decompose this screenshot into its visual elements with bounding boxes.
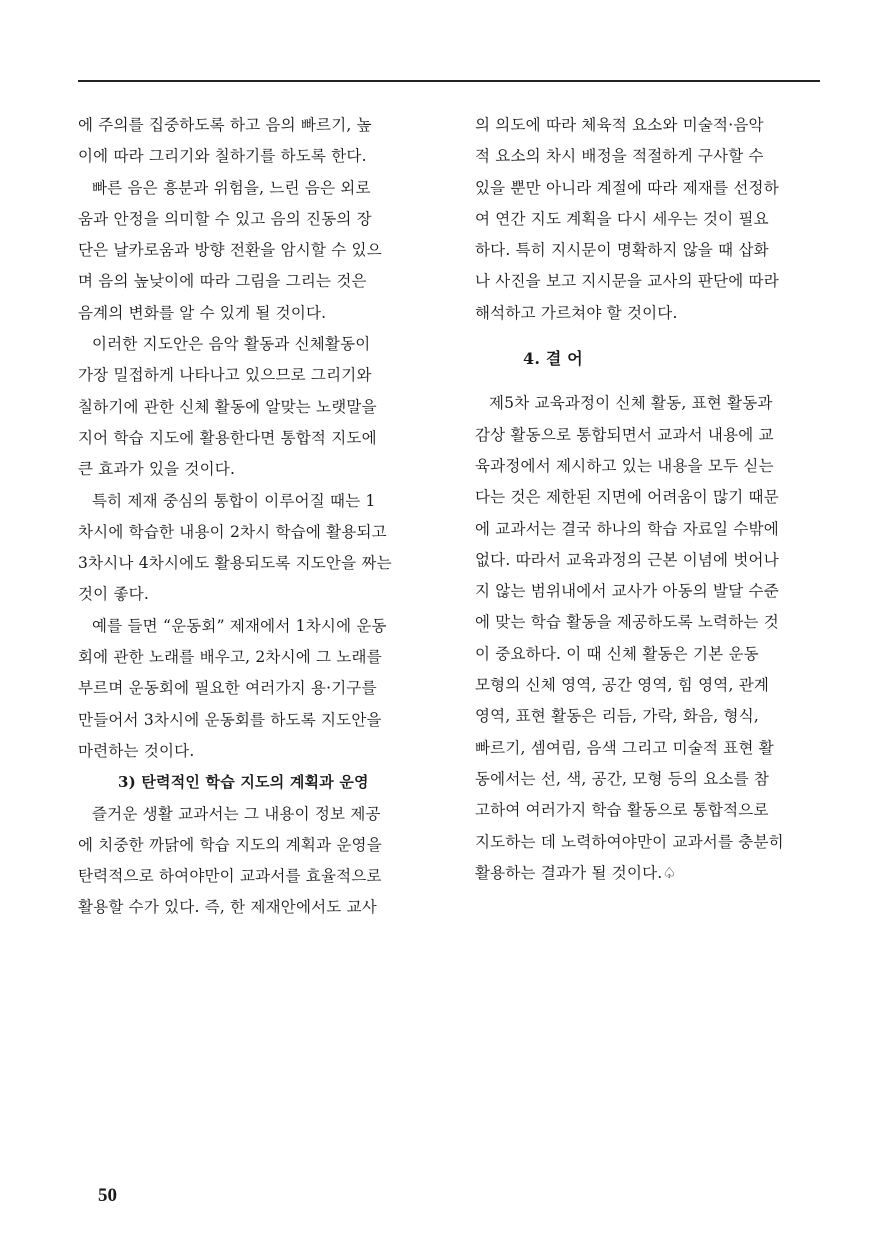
text-line: 모형의 신체 영역, 공간 영역, 힘 영역, 관계 <box>475 676 770 695</box>
text-line: 활용할 수가 있다. 즉, 한 제재안에서도 교사 <box>78 898 377 917</box>
text-line: 육과정에서 제시하고 있는 내용을 모두 싣는 <box>475 456 774 475</box>
text-line: 큰 효과가 있을 것이다. <box>78 460 236 479</box>
text-line: 다는 것은 제한된 지면에 어려움이 많기 때문 <box>475 488 779 507</box>
text-line: 영역, 표현 활동은 리듬, 가락, 화음, 형식, <box>475 707 759 726</box>
text-line: 에 맞는 학습 활동을 제공하도록 노력하는 것 <box>475 613 779 632</box>
text-line: 에 교과서는 결국 하나의 학습 자료일 수밖에 <box>475 519 779 538</box>
text-line: 해석하고 가르쳐야 할 것이다. <box>475 303 678 322</box>
text-line: 지어 학습 지도에 활용한다면 통합적 지도에 <box>78 428 377 447</box>
text-line: 나 사진을 보고 지시문을 교사의 판단에 따라 <box>475 272 779 291</box>
text-line: 적 요소의 차시 배정을 적절하게 구사할 수 <box>475 147 764 166</box>
text-line: 에 주의를 집중하도록 하고 음의 빠르기, 높 <box>78 116 372 134</box>
text-line: 에 치중한 까닭에 학습 지도의 계획과 운영을 <box>78 835 382 854</box>
right-column <box>475 110 822 889</box>
text-line: 이에 따라 그리기와 칠하기를 하도록 한다. <box>78 147 367 166</box>
text-line: 감상 활동으로 통합되면서 교과서 내용에 교 <box>475 425 774 444</box>
text-line: 의 의도에 따라 체육적 요소와 미술적·음악 <box>475 116 764 134</box>
text-line: 활용하는 결과가 될 것이다.♤ <box>475 863 677 882</box>
text-line: 지 않는 범위내에서 교사가 아동의 발달 수준 <box>475 582 779 601</box>
text-line: 여 연간 지도 계획을 다시 세우는 것이 필요 <box>475 209 769 228</box>
text-line: 단은 날카로움과 방향 전환을 암시할 수 있으 <box>78 241 382 260</box>
text-line: 제5차 교육과정이 신체 활동, 표현 활동과 <box>489 394 773 413</box>
text-line: 이러한 지도안은 음악 활동과 신체활동이 <box>92 335 371 354</box>
text-line: 3차시나 4차시에도 활용되도록 지도안을 짜는 <box>78 554 392 573</box>
text-line: 부르며 운동회에 필요한 여러가지 용·기구를 <box>78 679 377 698</box>
text-line: 움과 안정을 의미할 수 있고 음의 진동의 장 <box>78 209 372 228</box>
text-line: 며 음의 높낮이에 따라 그림을 그리는 것은 <box>78 272 367 291</box>
text-line: 마련하는 것이다. <box>78 741 195 760</box>
subsection-heading: 3) 탄력적인 학습 지도의 계획과 운영 <box>118 773 369 792</box>
text-line: 칠하기에 관한 신체 활동에 알맞는 노랫말을 <box>78 397 377 416</box>
text-line: 가장 밀접하게 나타나고 있으므로 그리기와 <box>78 366 372 385</box>
text-line: 특히 제재 중심의 통합이 이루어질 때는 1 <box>92 491 376 510</box>
text-line: 하다. 특히 지시문이 명확하지 않을 때 삽화 <box>475 241 769 260</box>
page-number: 50 <box>98 1185 117 1206</box>
text-line: 이 중요하다. 이 때 신체 활동은 기본 운동 <box>475 644 759 663</box>
left-column <box>78 110 428 924</box>
text-line: 고하여 여러가지 학습 활동으로 통합적으로 <box>475 801 769 820</box>
text-line: 것이 좋다. <box>78 585 149 604</box>
text-line: 있을 뿐만 아니라 계절에 따라 제재를 선정하 <box>475 178 779 197</box>
text-line: 동에서는 선, 색, 공간, 모형 등의 요소를 참 <box>475 769 770 788</box>
text-line: 지도하는 데 노력하여야만이 교과서를 충분히 <box>475 832 784 851</box>
text-line: 탄력적으로 하여야만이 교과서를 효율적으로 <box>78 867 382 886</box>
text-line: 차시에 학습한 내용이 2차시 학습에 활용되고 <box>78 522 387 541</box>
text-line: 예를 들면 “운동회” 제재에서 1차시에 운동 <box>92 616 387 635</box>
text-line: 회에 관한 노래를 배우고, 2차시에 그 노래를 <box>78 648 382 667</box>
text-line: 빠르기, 셈여림, 음색 그리고 미술적 표현 활 <box>475 738 774 757</box>
text-line: 빠른 음은 흥분과 위험을, 느린 음은 외로 <box>92 178 371 197</box>
text-line: 즐거운 생활 교과서는 그 내용이 정보 제공 <box>92 804 381 823</box>
text-line: 없다. 따라서 교육과정의 근본 이념에 벗어나 <box>475 550 779 569</box>
top-rule <box>78 80 820 82</box>
section-heading: 4. 결 어 <box>523 349 583 369</box>
text-line: 음계의 변화를 알 수 있게 될 것이다. <box>78 303 327 322</box>
text-line: 만들어서 3차시에 운동회를 하도록 지도안을 <box>78 710 382 729</box>
